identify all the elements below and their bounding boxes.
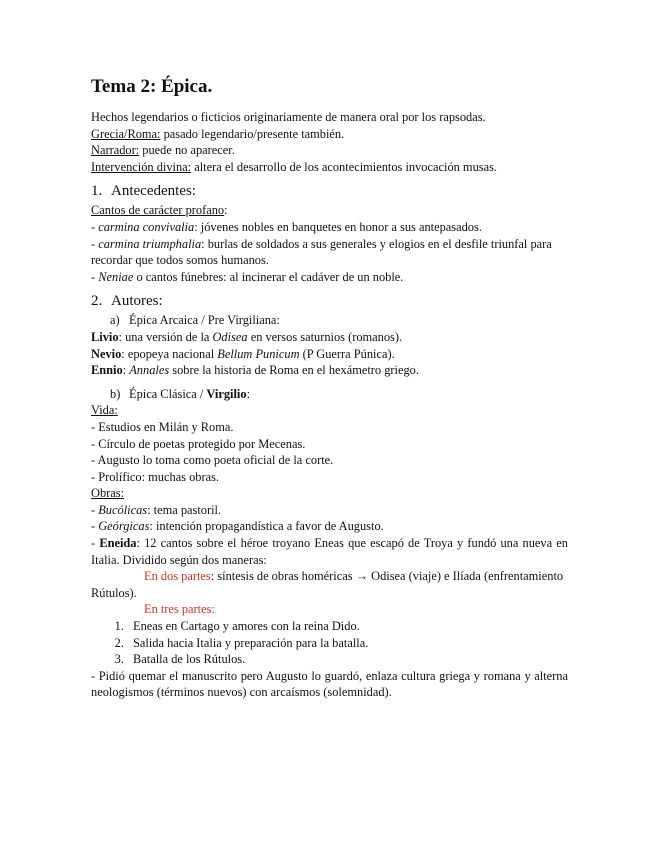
list-item: - Círculo de poetas protegido por Mecenas. <box>91 436 306 451</box>
obras-label: Obras: <box>91 486 125 501</box>
list-item <box>91 219 568 236</box>
intro-text: puede no aparecer. <box>139 143 235 158</box>
closing-paragraph: - Pidió quemar el manuscrito pero Augusto lo guardó, enlaza cultura griega y romana y alterna neologismos (términos nuevos) con arcaísmos (solemnidad). <box>91 668 568 700</box>
division-line <box>91 568 568 601</box>
division-text: : síntesis de obras homéricas → Odisea (viaje) e Ilíada (enfrentamiento Rútulos). <box>91 569 564 600</box>
subheading-colon: : <box>224 203 228 218</box>
subsection-number: b) <box>110 386 121 401</box>
item-text: o cantos fúnebres: al incinerar el cadáver de un noble. <box>133 269 404 284</box>
author-text: en versos saturnios (romanos). <box>247 329 403 344</box>
item-text: : intención propagandística a favor de Augusto. <box>149 519 384 534</box>
list-item <box>91 502 568 519</box>
intro-text: pasado legendario/presente también. <box>160 126 345 141</box>
spacer <box>91 379 568 385</box>
dash: - <box>91 219 99 234</box>
section-heading <box>91 291 568 311</box>
intro-text: Hechos legendarios o ficticios originariamente de manera oral por los rapsodas. <box>91 110 486 124</box>
item-text: : burlas de soldados a sus generales y elogios en el desfile triunfal para recordar que todos somos humanos. <box>91 236 552 268</box>
list-item: - Augusto lo toma como poeta oficial de la corte. <box>91 453 334 468</box>
author-name: Virgilio <box>206 386 247 401</box>
division-label: En dos partes <box>144 569 211 584</box>
subheading-label: Cantos de carácter profano <box>91 203 225 218</box>
division-label: En tres partes: <box>144 602 215 617</box>
subsection-heading <box>91 386 568 403</box>
work-title: Annales <box>129 363 170 378</box>
author-line <box>91 329 568 346</box>
list-item <box>91 518 568 535</box>
author-text: : <box>122 363 130 378</box>
term: Neniae <box>98 269 134 284</box>
list-item: 3. Batalla de los Rútulos. <box>127 651 568 668</box>
subsection-colon: : <box>246 386 251 401</box>
author-name: Nevio <box>91 346 122 361</box>
list-item <box>91 269 568 286</box>
author-line <box>91 362 568 379</box>
list-item <box>91 535 568 568</box>
intro-label: Grecia/Roma: <box>91 126 161 141</box>
dash: - <box>91 236 99 251</box>
intro-text: altera el desarrollo de los acontecimientos invocación musas. <box>191 159 498 174</box>
work-title: Bucólicas <box>98 502 148 517</box>
subsection-title: Épica Arcaica / Pre Virgiliana: <box>129 313 280 328</box>
list-item: - Prolífico: muchas obras. <box>91 469 220 484</box>
list-item: - Estudios en Milán y Roma. <box>91 419 234 434</box>
subheading <box>91 202 568 219</box>
dash: - <box>91 269 99 284</box>
dash: - <box>91 536 100 551</box>
subsection-heading <box>91 312 568 329</box>
work-title: Geórgicas <box>98 519 150 534</box>
intro-line <box>91 126 568 143</box>
dash: - <box>91 502 99 517</box>
term: carmina convivalia <box>98 219 195 234</box>
list-item: 2. Salida hacia Italia y preparación para la batalla. <box>127 635 568 652</box>
subsection-title: Épica Clásica / <box>129 386 207 401</box>
numbered-list <box>91 618 568 668</box>
page-title: Tema 2: Épica. <box>91 76 213 97</box>
author-name: Ennio <box>91 363 123 378</box>
work-title: Odisea <box>212 329 248 344</box>
author-name: Livio <box>91 329 119 344</box>
item-text: : tema pastoril. <box>147 502 222 517</box>
intro-label: Intervención divina: <box>91 159 192 174</box>
intro-label: Narrador: <box>91 143 140 158</box>
author-line <box>91 346 568 363</box>
subsection-number: a) <box>110 313 120 328</box>
author-text: : una versión de la <box>118 329 213 344</box>
term: carmina triumphalia <box>98 236 202 251</box>
work-title: Bellum Punicum <box>217 346 300 361</box>
section-heading <box>91 181 568 201</box>
section-title: Autores: <box>111 293 163 310</box>
section-number: 1. <box>91 183 103 200</box>
item-text: : 12 cantos sobre el héroe troyano Eneas que escapó de Troya y fundó una nueva en Italia. Dividido según dos maneras: <box>91 536 568 567</box>
intro-line <box>91 142 568 159</box>
section-title: Antecedentes: <box>111 183 196 200</box>
author-text: (P Guerra Púnica). <box>299 346 395 361</box>
item-text: : jóvenes nobles en banquetes en honor a sus antepasados. <box>194 219 482 234</box>
work-title: Eneida <box>99 536 137 551</box>
vida-label: Vida: <box>91 403 118 418</box>
list-item: 1. Eneas en Cartago y amores con la reina Dido. <box>127 618 568 635</box>
list-item <box>91 236 568 269</box>
intro-line <box>91 109 568 126</box>
author-text: : epopeya nacional <box>121 346 218 361</box>
author-text: sobre la historia de Roma en el hexámetro griego. <box>169 363 419 378</box>
section-number: 2. <box>91 293 103 310</box>
dash: - <box>91 519 99 534</box>
intro-line <box>91 159 568 176</box>
document-page <box>91 75 568 701</box>
